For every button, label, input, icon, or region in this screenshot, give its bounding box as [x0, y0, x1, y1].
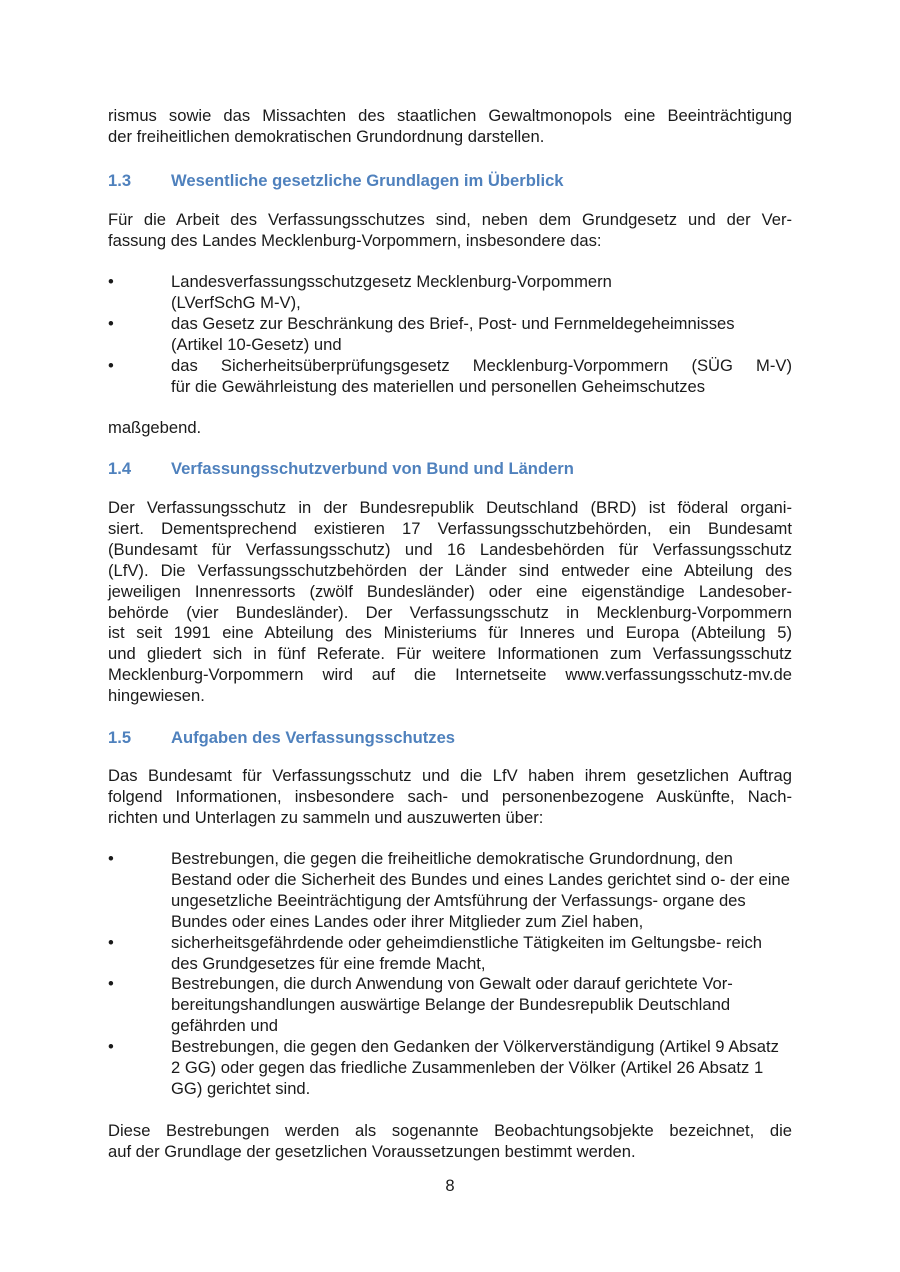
- bullet-marker: •: [108, 849, 114, 868]
- text-line: gefährden und: [171, 1016, 279, 1036]
- bullet-marker: •: [108, 974, 114, 994]
- section-1-5-closing: [108, 1121, 792, 1163]
- text-line: Bestrebungen, die gegen den Gedanken der Völkerverständigung (Artikel 9: [171, 1037, 725, 1057]
- text-line: (LVerfSchG M-V),: [171, 292, 301, 312]
- text-line: Diese Bestrebungen werden als sogenannte Beobachtungsobjekte bezeichnet, die: [108, 1121, 792, 1140]
- text-line: Das Bundesamt für Verfassungsschutz und die LfV haben ihrem gesetzlichen Auftrag: [108, 766, 792, 785]
- section-1-3-closing: [108, 418, 792, 439]
- text-line: hingewiesen.: [108, 686, 205, 706]
- text-line: und gliedert sich in fünf Referate. Für weitere Informationen zum Verfassungsschutz: [108, 644, 792, 664]
- text-line: organe des Bundes oder eines Landes oder ihrer Mitglieder zum Ziel haben,: [171, 890, 746, 931]
- text-line: das Gesetz zur Beschränkung des Brief-, Post- und Fernmeldegeheimnisses: [171, 313, 735, 333]
- text-line: folgend Informationen, insbesondere sach- und personenbezogene Auskünfte, Nach-: [108, 786, 792, 806]
- section-1-5-paragraph: [108, 766, 792, 829]
- text-line: richten und Unterlagen zu sammeln und auszuwerten über:: [108, 807, 544, 827]
- text-line: Mecklenburg-Vorpommern wird auf die Internetseite www.verfassungsschutz-mv.de: [108, 665, 792, 685]
- text-line: Landesverfassungsschutzgesetz Mecklenburg-Vorpommern: [171, 272, 612, 291]
- text-line: der freiheitlichen demokratischen Grundordnung darstellen.: [108, 126, 545, 146]
- list-item: [108, 849, 792, 933]
- text-line: das Sicherheitsüberprüfungsgesetz Mecklenburg-Vorpommern (SÜG M-V): [171, 355, 792, 375]
- section-number: 1.4: [108, 459, 132, 478]
- text-line: bereitungshandlungen auswärtige Belange der Bundesrepublik Deutschland: [171, 995, 731, 1015]
- text-line: auf der Grundlage der gesetzlichen Voraussetzungen bestimmt werden.: [108, 1141, 636, 1161]
- section-1-5-list: [108, 849, 792, 1100]
- page-number: 8: [445, 1176, 455, 1195]
- section-number: 1.3: [108, 171, 132, 190]
- text-line: Bestrebungen, die durch Anwendung von Gewalt oder darauf gerichtete Vor-: [171, 974, 733, 994]
- list-item: [108, 1037, 792, 1100]
- text-line: für die Gewährleistung des materiellen und personellen Geheimschutzes: [171, 376, 706, 396]
- list-item: [108, 933, 792, 975]
- bullet-marker: •: [108, 272, 114, 291]
- section-title: Verfassungsschutzverbund von Bund und Ländern: [171, 459, 574, 478]
- text-line: 26 Absatz 1 GG) gerichtet sind.: [171, 1058, 764, 1098]
- text-line: sicherheitsgefährdende oder geheimdienstliche Tätigkeiten im Geltungsbe-: [171, 932, 722, 952]
- section-title: Aufgaben des Verfassungsschutzes: [171, 728, 456, 747]
- text-line: Für die Arbeit des Verfassungsschutzes sind, neben dem Grundgesetz und der Ver-: [108, 210, 792, 229]
- section-1-3-list: [108, 272, 792, 397]
- text-line: (Bundesamt für Verfassungsschutz) und 16 Landesbehörden für Verfassungsschutz: [108, 539, 792, 559]
- bullet-marker: •: [108, 932, 114, 952]
- bullet-marker: •: [108, 355, 114, 375]
- text-line: Bestrebungen, die gegen die freiheitliche demokratische Grundordnung, den: [171, 849, 733, 868]
- section-heading-1-3: [108, 170, 792, 191]
- list-item: [108, 272, 792, 314]
- text-line: maßgebend.: [108, 418, 202, 437]
- text-line: Absatz 2 GG) oder gegen das friedliche Zusammenleben der Völker (Artikel: [171, 1037, 779, 1078]
- text-line: jeweiligen Innenressorts (zwölf Bundesländer) oder eine eigenständige Landesober-: [108, 581, 792, 601]
- section-1-4-paragraph: [108, 498, 792, 707]
- text-line: siert. Dementsprechend existieren 17 Verfassungsschutzbehörden, ein Bundesamt: [108, 518, 792, 538]
- text-line: rismus sowie das Missachten des staatlichen Gewaltmonopols eine Beeinträchtigung: [108, 106, 792, 125]
- text-line: (Artikel 10-Gesetz) und: [171, 334, 342, 354]
- bullet-marker: •: [108, 1037, 114, 1057]
- section-title: Wesentliche gesetzliche Grundlagen im Überblick: [171, 171, 564, 190]
- list-item: [108, 974, 792, 1037]
- text-line: (LfV). Die Verfassungsschutzbehörden der Länder sind entweder eine Abteilung des: [108, 560, 792, 580]
- text-line: der eine ungesetzliche Beeinträchtigung der Amtsführung der Verfassungs-: [171, 869, 791, 910]
- list-item: [108, 314, 792, 356]
- text-line: fassung des Landes Mecklenburg-Vorpommern, insbesondere das:: [108, 230, 602, 250]
- section-number: 1.5: [108, 728, 132, 747]
- bullet-marker: •: [108, 313, 114, 333]
- list-item: [108, 356, 792, 398]
- section-1-3-paragraph: [108, 210, 792, 252]
- text-line: Der Verfassungsschutz in der Bundesrepublik Deutschland (BRD) ist föderal organi-: [108, 498, 792, 517]
- section-heading-1-4: [108, 458, 792, 479]
- text-line: ist seit 1991 eine Abteilung des Ministeriums für Inneres und Europa (Abteilung 5): [108, 623, 792, 643]
- text-line: behörde (vier Bundesländer). Der Verfassungsschutz in Mecklenburg-Vorpommern: [108, 602, 792, 622]
- section-heading-1-5: [108, 727, 792, 748]
- text-line: reich des Grundgesetzes für eine fremde Macht,: [171, 932, 762, 973]
- intro-paragraph: [108, 106, 792, 148]
- text-line: Bestand oder die Sicherheit des Bundes und eines Landes gerichtet sind o-: [171, 869, 726, 889]
